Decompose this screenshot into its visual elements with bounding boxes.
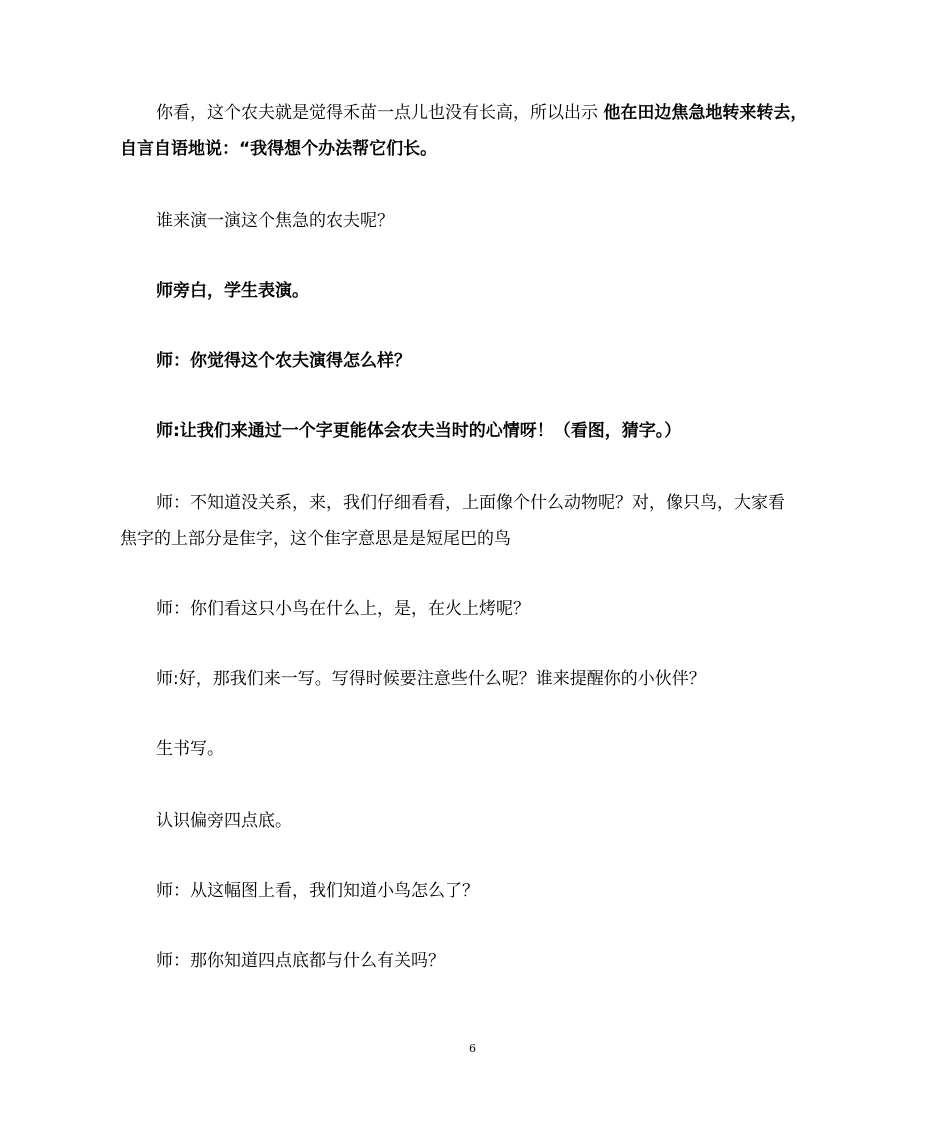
paragraph-8-text: 师:好，那我们来一写。写得时候要注意些什么呢？谁来提醒你的小伙伴？	[156, 669, 706, 689]
paragraph-10	[120, 803, 830, 839]
paragraph-12-text: 师：那你知道四点底都与什么有关吗？	[156, 951, 445, 971]
paragraph-3-text: 师旁白，学生表演。	[156, 281, 309, 301]
paragraph-4-text: 师：你觉得这个农夫演得怎么样？	[156, 351, 411, 371]
paragraph-10-text: 认识偏旁四点底。	[156, 811, 292, 831]
paragraph-7-text: 师：你们看这只小鸟在什么上，是，在火上烤呢？	[156, 599, 530, 619]
paragraph-4	[120, 343, 830, 379]
paragraph-11	[120, 873, 830, 909]
paragraph-3	[120, 273, 830, 309]
paragraph-5	[120, 413, 830, 449]
page-number: 6	[469, 1042, 476, 1055]
paragraph-2	[120, 203, 830, 239]
paragraph-5-text: 师:让我们来通过一个字更能体会农夫当时的心情呀！（看图，猜字。）	[156, 421, 682, 441]
paragraph-12	[120, 943, 830, 979]
paragraph-2-text: 谁来演一演这个焦急的农夫呢？	[156, 211, 394, 231]
paragraph-8	[120, 661, 830, 697]
paragraph-11-text: 师：从这幅图上看，我们知道小鸟怎么了？	[156, 881, 479, 901]
paragraph-1	[120, 95, 830, 167]
paragraph-6-text-line2: 焦字的上部分是隹字，这个隹字意思是是短尾巴的鸟	[120, 529, 511, 549]
paragraph-9-text: 生书写。	[156, 739, 224, 759]
paragraph-6	[120, 485, 830, 557]
paragraph-6-text-line1: 师：不知道没关系，来，我们仔细看看，上面像个什么动物呢？对，像只鸟，大家看	[156, 493, 785, 513]
paragraph-7	[120, 591, 830, 627]
paragraph-1-bold-text: 他在田边焦急地转来转去，	[603, 103, 808, 123]
paragraph-1-bold-text-line2: 自言自语地说：“我得想个办法帮它们长。	[120, 139, 438, 159]
paragraph-9	[120, 731, 830, 767]
paragraph-1-normal-text: 你看，这个农夫就是觉得禾苗一点儿也没有长高，所以出示	[156, 103, 604, 123]
